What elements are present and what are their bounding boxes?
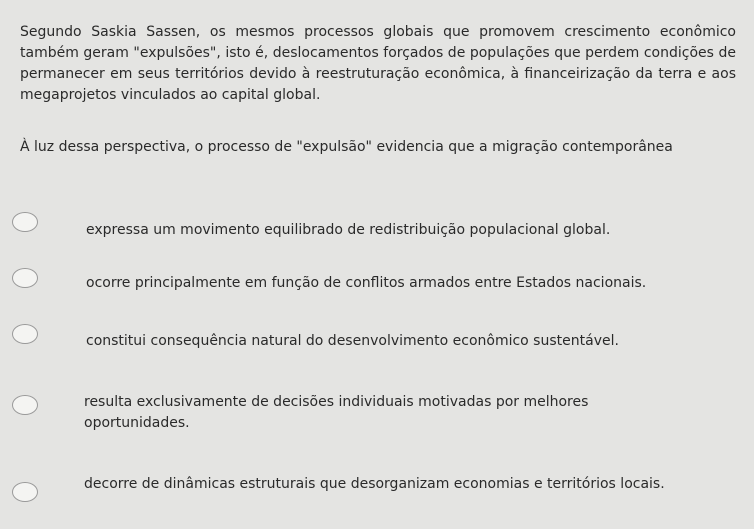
option-label: expressa um movimento equilibrado de redistribuição populacional global. (86, 222, 611, 238)
option-label: decorre de dinâmicas estruturais que desorganizam economias e territórios locais. (84, 476, 665, 492)
radio-button-icon[interactable] (12, 482, 38, 502)
radio-button-icon[interactable] (12, 268, 38, 288)
question-stem: À luz dessa perspectiva, o processo de "expulsão" evidencia que a migração contemporânea (20, 139, 673, 155)
passage-text: Segundo Saskia Sassen, os mesmos processos globais que promovem crescimento econômico também geram "expulsões", isto é, deslocamentos forçados de populações que perdem condições de permanecer em seus territórios devido à reestruturação econômica, à financeirização da terra e aos megaprojetos vinculados ao capital global. (20, 24, 736, 103)
option-label: ocorre principalmente em função de conflitos armados entre Estados nacionais. (86, 275, 647, 291)
radio-button-icon[interactable] (12, 212, 38, 232)
radio-button-icon[interactable] (12, 324, 38, 344)
option-label: constitui consequência natural do desenvolvimento econômico sustentável. (86, 333, 619, 349)
option-label: resulta exclusivamente de decisões individuais motivadas por melhores oportunidades. (84, 394, 589, 431)
radio-button-icon[interactable] (12, 395, 38, 415)
